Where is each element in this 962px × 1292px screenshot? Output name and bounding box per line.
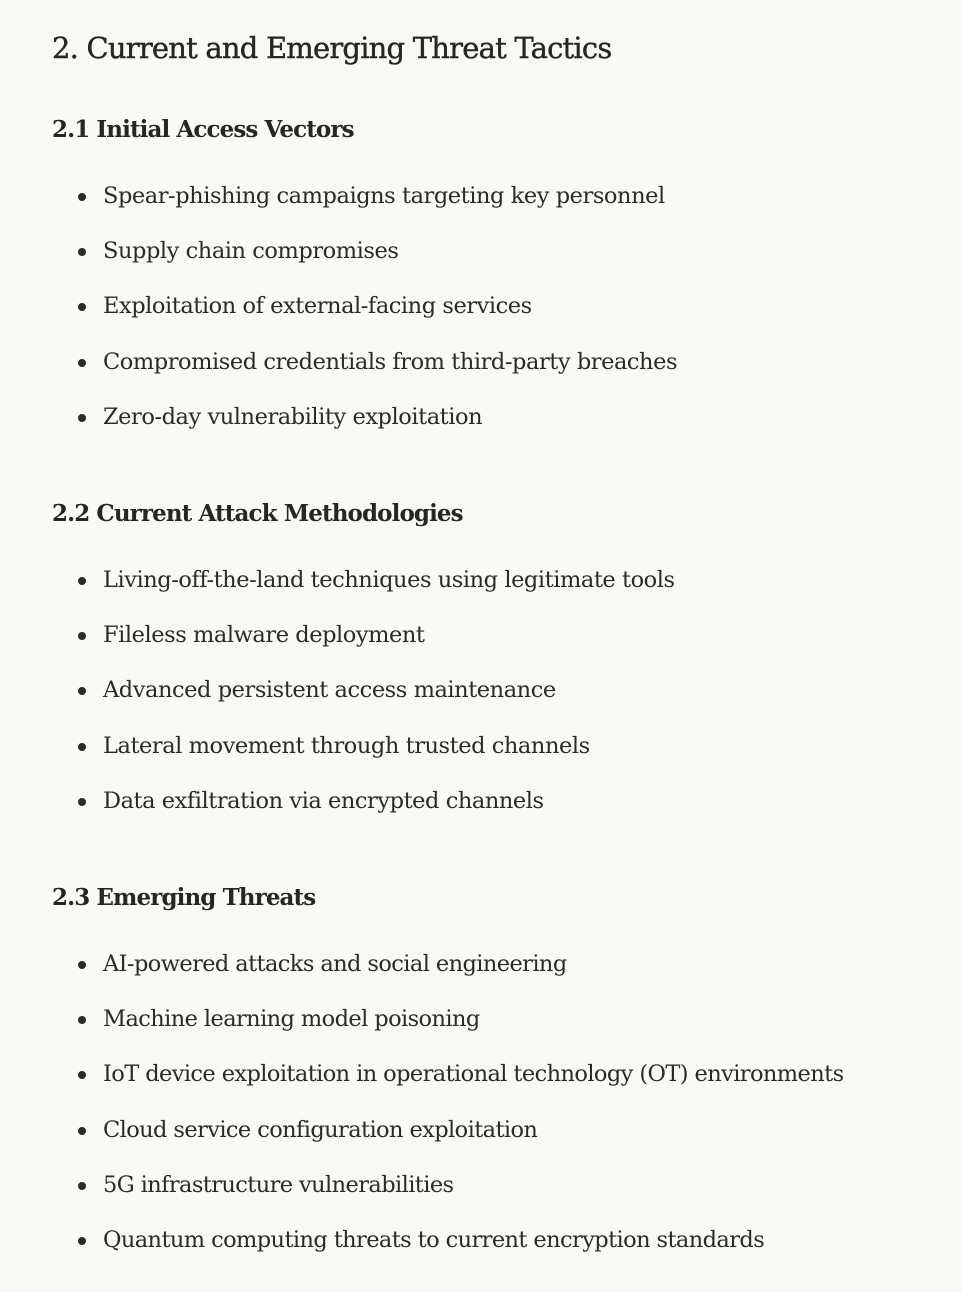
bullet-icon — [78, 687, 86, 695]
bullet-icon — [78, 743, 86, 751]
list-item — [52, 948, 844, 1003]
list-item — [52, 619, 675, 674]
list-item-text: Advanced persistent access maintenance — [103, 677, 556, 704]
bullet-icon — [78, 798, 86, 806]
list-item — [52, 180, 677, 235]
bullet-icon — [78, 248, 86, 256]
bullet-icon — [78, 414, 86, 422]
list-item-text: Cloud service configuration exploitation — [103, 1116, 538, 1143]
list-item-text: Living-off-the-land techniques using legitimate tools — [103, 567, 675, 593]
list-item — [52, 674, 675, 729]
list-item — [52, 1114, 844, 1169]
bullet-list — [52, 564, 675, 840]
list-item-text: Exploitation of external-facing services — [103, 293, 532, 320]
bullet-icon — [78, 577, 86, 585]
bullet-icon — [78, 1127, 86, 1135]
bullet-icon — [78, 632, 86, 640]
list-item-text: Compromised credentials from third-party breaches — [103, 348, 678, 375]
list-item — [52, 1003, 844, 1058]
section-heading: 2.3 Emerging Threats — [52, 884, 316, 911]
list-item — [52, 290, 677, 345]
bullet-icon — [78, 1016, 86, 1024]
list-item — [52, 401, 677, 456]
list-item — [52, 1224, 844, 1279]
list-item — [52, 564, 675, 619]
list-item-text: Fileless malware deployment — [103, 622, 425, 649]
bullet-icon — [78, 193, 86, 201]
bullet-list — [52, 948, 844, 1279]
section-heading: 2.2 Current Attack Methodologies — [52, 500, 463, 527]
list-item — [52, 785, 675, 840]
bullet-icon — [78, 961, 86, 969]
bullet-icon — [78, 1071, 86, 1079]
bullet-list — [52, 180, 677, 456]
bullet-icon — [78, 359, 86, 367]
list-item-text: Quantum computing threats to current encryption standards — [103, 1226, 765, 1253]
bullet-icon — [78, 1237, 86, 1245]
list-item — [52, 730, 675, 785]
list-item — [52, 1169, 844, 1224]
list-item-text: Machine learning model poisoning — [103, 1006, 480, 1033]
list-item-text: Data exfiltration via encrypted channels — [103, 787, 544, 814]
list-item — [52, 1058, 844, 1113]
page-title: 2. Current and Emerging Threat Tactics — [52, 31, 612, 65]
list-item-text: Zero-day vulnerability exploitation — [103, 403, 483, 430]
list-item-text: Spear-phishing campaigns targeting key personnel — [103, 183, 665, 209]
bullet-icon — [78, 1182, 86, 1190]
list-item — [52, 346, 677, 401]
section-heading: 2.1 Initial Access Vectors — [52, 116, 354, 143]
list-item-text: IoT device exploitation in operational technology (OT) environments — [103, 1061, 844, 1088]
list-item-text: Lateral movement through trusted channels — [103, 732, 590, 759]
section-current-attack-methodologies — [52, 498, 952, 814]
section-initial-access-vectors — [52, 114, 952, 430]
list-item — [52, 235, 677, 290]
section-emerging-threats — [52, 882, 952, 1253]
bullet-icon — [78, 303, 86, 311]
list-item-text: AI-powered attacks and social engineering — [103, 951, 567, 977]
list-item-text: 5G infrastructure vulnerabilities — [103, 1171, 454, 1198]
list-item-text: Supply chain compromises — [103, 238, 399, 265]
